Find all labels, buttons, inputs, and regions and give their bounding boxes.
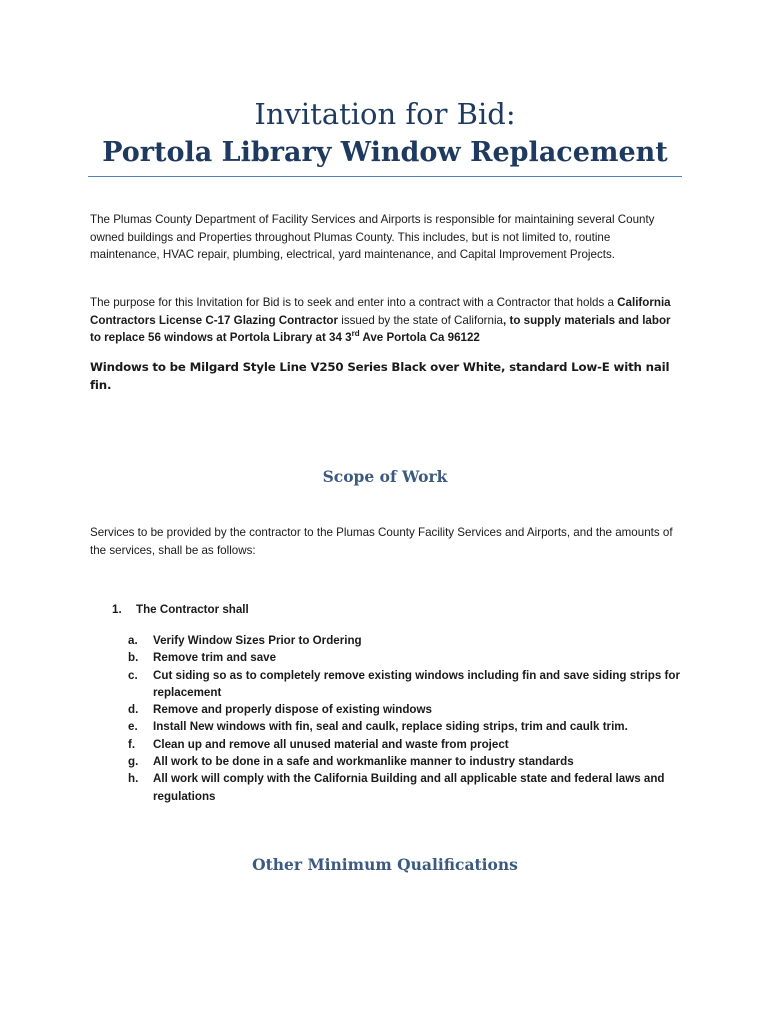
contractor-list-item — [112, 603, 249, 616]
ordinal-suffix: rd — [351, 329, 360, 339]
list-item — [128, 649, 688, 666]
list-item — [128, 736, 688, 753]
p2-start: The purpose for this Invitation for Bid is to seek and enter into a contract with a Contractor that holds a — [90, 296, 618, 309]
item-text: Verify Window Sizes Prior to Ordering — [153, 634, 362, 647]
p2-mid: issued by the state of California — [338, 313, 504, 327]
license-text: California Contractors License C-17 Glazing Contractor — [90, 296, 671, 327]
item-text: All work to be done in a safe and workmanlike manner to industry standards — [153, 755, 574, 769]
item-text: Clean up and remove all unused material and waste from project — [153, 737, 509, 751]
p2-comma: , — [503, 313, 507, 327]
item-letter: c. — [128, 668, 138, 682]
other-qualifications-heading: Other Minimum Qualifications — [252, 855, 518, 874]
intro-paragraph-2 — [90, 294, 680, 347]
item-text: Remove and properly dispose of existing windows — [153, 703, 432, 717]
item-text: Cut siding so as to completely remove existing windows including fin and save siding strips for replacement — [153, 668, 680, 699]
list-item — [128, 753, 688, 770]
item-letter: e. — [128, 720, 138, 734]
title-line-1: Invitation for Bid: — [254, 97, 516, 131]
scope-heading: Scope of Work — [322, 467, 448, 486]
list-item — [128, 718, 688, 735]
list-item — [128, 770, 688, 805]
item-letter: f. — [128, 737, 136, 751]
intro-paragraph-1: The Plumas County Department of Facility Services and Airports is responsible for maintaining several County owned buildings and Properties throughout Plumas County. This includes, but is not limited to, routine maintenance, HVAC repair, plumbing, electrical, yard maintenance, and Capital Improvement Projects. — [90, 213, 655, 261]
item-text: Remove trim and save — [153, 651, 277, 665]
list-item — [128, 701, 688, 718]
supply-text: to supply materials and labor to replace 56 windows at Portola Library at 34 3 — [90, 313, 671, 344]
title-underline — [88, 176, 682, 177]
item-text: Install New windows with fin, seal and caulk, replace siding strips, trim and caulk trim. — [153, 720, 628, 734]
scope-intro: Services to be provided by the contractor to the Plumas County Facility Services and Airports, and the amounts of the services, shall be as follows: — [90, 526, 673, 557]
title-line-2: Portola Library Window Replacement — [102, 137, 668, 168]
list-number: 1. — [112, 603, 122, 616]
list-item — [128, 667, 688, 702]
address-text: Ave Portola Ca 96122 — [359, 331, 480, 344]
item-letter: d. — [128, 703, 139, 717]
list-item — [128, 632, 688, 649]
item-letter: g. — [128, 755, 139, 769]
item-text: All work will comply with the California Building and all applicable state and federal laws and regulations — [153, 772, 665, 803]
title-block — [88, 95, 682, 173]
item-letter: h. — [128, 772, 139, 786]
list-label: The Contractor shall — [136, 603, 249, 616]
window-spec: Windows to be Milgard Style Line V250 Series Black over White, standard Low-E with nail fin. — [90, 360, 670, 392]
item-letter: b. — [128, 651, 139, 665]
item-letter: a. — [128, 634, 138, 647]
contractor-duties-list — [128, 632, 688, 805]
